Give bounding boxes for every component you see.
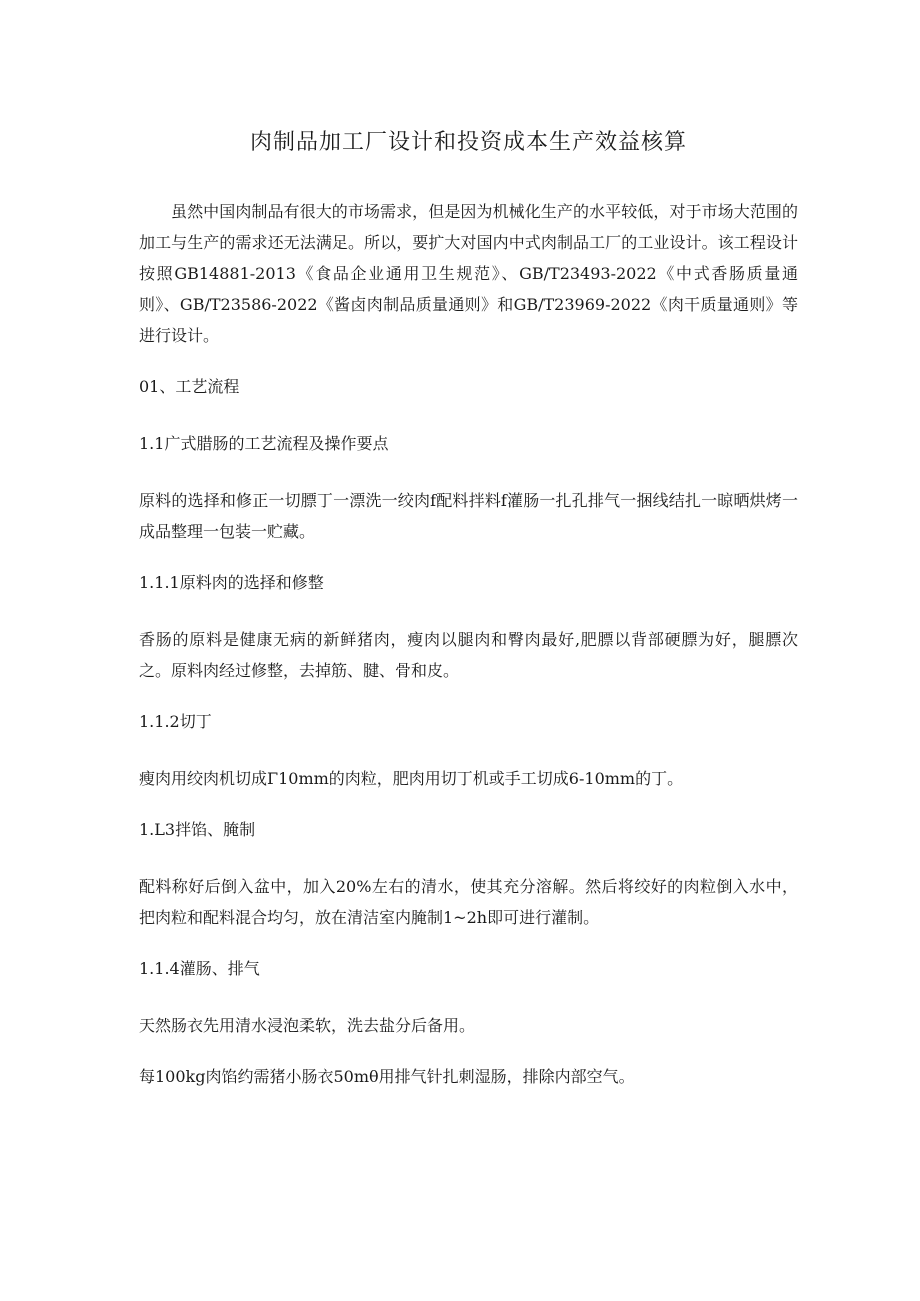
section-heading-1-1-1: 1.1.1原料肉的选择和修整 <box>139 573 324 592</box>
casing-paragraph-2: 每100kg肉馅约需猪小肠衣50mθ用排气针扎刺湿肠，排除内部空气。 <box>139 1067 635 1086</box>
section-heading-01: 01、工艺流程 <box>139 377 240 396</box>
mixing-paragraph: 配料称好后倒入盆中，加入20%左右的清水，使其充分溶解。然后将绞好的肉粒倒入水中，把肉粒和配料混合均匀，放在清洁室内腌制1~2h即可进行灌制。 <box>139 877 798 927</box>
section-heading-1-1: 1.1广式腊肠的工艺流程及操作要点 <box>139 434 389 453</box>
casing-paragraph-1: 天然肠衣先用清水浸泡柔软，洗去盐分后备用。 <box>139 1016 476 1035</box>
document-title: 肉制品加工厂设计和投资成本生产效益核算 <box>249 130 687 155</box>
process-flow-paragraph: 原料的选择和修正一切膘丁一漂洗一绞肉f配料拌料f灌肠一扎孔排气一捆线结扎一晾晒烘烤一成品整理一包装一贮藏。 <box>139 491 798 541</box>
section-heading-1-1-3: 1.L3拌馅、腌制 <box>139 820 256 839</box>
raw-material-paragraph: 香肠的原料是健康无病的新鲜猪肉，瘦肉以腿肉和臀肉最好,肥膘以背部硬膘为好，腿膘次之。原料肉经过修整，去掉筋、腱、骨和皮。 <box>139 630 798 680</box>
section-heading-1-1-4: 1.1.4灌肠、排气 <box>139 959 260 978</box>
intro-paragraph: 虽然中国肉制品有很大的市场需求，但是因为机械化生产的水平较低，对于市场大范围的加工与生产的需求还无法满足。所以，要扩大对国内中式肉制品工厂的工业设计。该工程设计按照GB14881-2013《食品企业通用卫生规范》、GB/T23493-2022《中式香肠质量通则》、GB/T23586-2022《酱卤肉制品质量通则》和GB/T23969-2022《肉干质量通则》等进行设计。 <box>139 202 798 345</box>
section-heading-1-1-2: 1.1.2切丁 <box>139 712 212 731</box>
dicing-paragraph: 瘦肉用绞肉机切成Γ10mm的肉粒，肥肉用切丁机或手工切成6-10mm的丁。 <box>139 769 684 788</box>
